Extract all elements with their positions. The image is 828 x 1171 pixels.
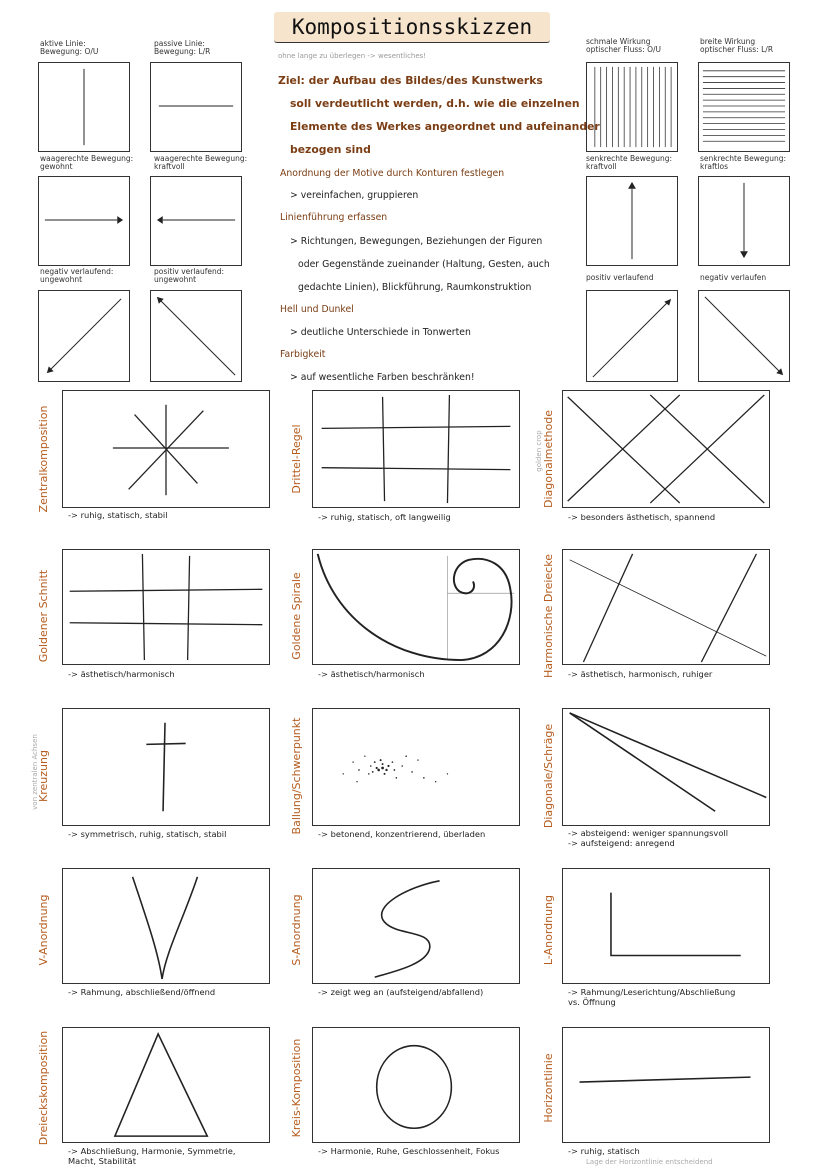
sketch-harmonische-dreiecke (562, 549, 770, 665)
label-positiv-verlaufend: positiv verlaufend: ungewohnt (154, 267, 225, 284)
bullet-farbigkeit: Farbigkeit (280, 349, 326, 360)
sketch-ballung (312, 708, 520, 826)
label-senkrecht-kraftlos: senkrechte Bewegung: kraftlos (700, 154, 787, 171)
caption-l-anordnung: -> Rahmung/Leserichtung/Abschließung vs. Öffnung (568, 987, 736, 1007)
note-golden-crop: golden crop (535, 430, 543, 472)
page-title: Kompositionsskizzen (274, 12, 550, 43)
note-horizontlinie: Lage der Horizontlinie entscheidend (586, 1158, 713, 1166)
sketch-v-anordnung (62, 868, 270, 984)
sketch-negativ-verlaufen-r (698, 290, 790, 382)
caption-dreieckskomposition: -> Abschließung, Harmonie, Symmetrie, Macht, Stabilität (68, 1146, 236, 1166)
caption-kreuzung: -> symmetrisch, ruhig, statisch, stabil (68, 829, 227, 839)
sketch-waagerecht-kraftvoll (150, 176, 242, 266)
caption-harmonische-dreiecke: -> ästhetisch, harmonisch, ruhiger (568, 669, 713, 679)
label-senkrecht-kraftvoll: senkrechte Bewegung: kraftvoll (586, 154, 673, 171)
sketch-goldene-spirale (312, 549, 520, 665)
sketch-dreieckskomposition (62, 1027, 270, 1143)
label-aktive-linie: aktive Linie: Bewegung: O/U (40, 39, 99, 56)
bullet-hell-dunkel: Hell und Dunkel (280, 304, 354, 315)
sketch-negativ-verlaufend (38, 290, 130, 382)
caption-horizontlinie: -> ruhig, statisch (568, 1146, 640, 1156)
caption-goldener-schnitt: -> ästhetisch/harmonisch (68, 669, 175, 679)
bullet-linienfuehrung-sub3: gedachte Linien), Blickführung, Raumkonstruktion (298, 282, 532, 293)
sketch-waagerecht-gewohnt (38, 176, 130, 266)
caption-zentralkomposition: -> ruhig, statisch, stabil (68, 510, 168, 520)
caption-v-anordnung: -> Rahmung, abschließend/öffnend (68, 987, 216, 997)
label-negativ-verlaufend: negativ verlaufend: ungewohnt (40, 267, 114, 284)
caption-diagonale-schraege: -> absteigend: weniger spannungsvoll -> aufsteigend: anregend (568, 828, 729, 848)
sketch-passive-linie (150, 62, 242, 152)
label-v-anordnung: V-Anordnung (37, 894, 50, 966)
caption-s-anordnung: -> zeigt weg an (aufsteigend/abfallend) (318, 987, 484, 997)
label-waagerecht-kraftvoll: waagerechte Bewegung: kraftvoll (154, 154, 248, 171)
label-l-anordnung: L-Anordnung (542, 894, 555, 966)
sketch-drittel-regel (312, 390, 520, 508)
bullet-linienfuehrung-sub2: oder Gegenstände zueinander (Haltung, Gesten, auch (298, 259, 550, 270)
label-drittel-regel: Drittel-Regel (290, 424, 303, 494)
caption-ballung: -> betonend, konzentrierend, überladen (318, 829, 486, 839)
label-breite-wirkung: breite Wirkung optischer Fluss: L/R (700, 37, 774, 54)
goal-line-1: Ziel: der Aufbau des Bildes/des Kunstwerks (278, 74, 543, 87)
intro-hint: ohne lange zu überlegen -> wesentliches! (278, 52, 427, 60)
sketch-goldener-schnitt (62, 549, 270, 665)
bullet-farbigkeit-sub: > auf wesentliche Farben beschränken! (290, 372, 475, 383)
sketch-l-anordnung (562, 868, 770, 984)
caption-goldene-spirale: -> ästhetisch/harmonisch (318, 669, 425, 679)
sketch-kreis-komposition (312, 1027, 520, 1143)
sketch-senkrecht-kraftlos (698, 176, 790, 266)
label-horizontlinie: Horizontlinie (542, 1053, 555, 1123)
caption-diagonalmethode: -> besonders ästhetisch, spannend (568, 512, 716, 522)
sketch-diagonale-schraege (562, 708, 770, 826)
label-ballung-schwerpunkt: Ballung/Schwerpunkt (290, 717, 303, 835)
sketch-zentralkomposition (62, 390, 270, 508)
label-zentralkomposition: Zentralkomposition (37, 405, 50, 513)
bullet-anordnung: Anordnung der Motive durch Konturen festlegen (280, 168, 505, 179)
label-positiv-verlaufend-r: positiv verlaufend (586, 273, 654, 282)
sketch-horizontlinie (562, 1027, 770, 1143)
label-kreuzung: Kreuzung (37, 750, 50, 802)
note-zentralen-achsen: von zentralen Achsen (31, 734, 39, 810)
caption-kreis-komposition: -> Harmonie, Ruhe, Geschlossenheit, Fokus (318, 1146, 500, 1156)
sketch-positiv-verlaufend-r (586, 290, 678, 382)
sketch-aktive-linie (38, 62, 130, 152)
sketch-diagonalmethode (562, 390, 770, 508)
label-kreis-komposition: Kreis-Komposition (290, 1038, 303, 1138)
label-passive-linie: passive Linie: Bewegung: L/R (154, 39, 211, 56)
label-goldener-schnitt: Goldener Schnitt (37, 569, 50, 663)
sketch-senkrecht-kraftvoll (586, 176, 678, 266)
label-goldene-spirale: Goldene Spirale (290, 572, 303, 660)
label-dreieckskomposition: Dreieckskomposition (37, 1030, 50, 1146)
label-s-anordnung: S-Anordnung (290, 894, 303, 966)
bullet-hell-dunkel-sub: > deutliche Unterschiede in Tonwerten (290, 327, 471, 338)
sketch-breite-wirkung (698, 62, 790, 152)
caption-drittel-regel: -> ruhig, statisch, oft langweilig (318, 512, 451, 522)
label-diagonalmethode: Diagonalmethode (542, 410, 555, 508)
label-harmonische-dreiecke: Harmonische Dreiecke (542, 554, 555, 678)
sketch-positiv-verlaufend (150, 290, 242, 382)
label-diagonale-schraege: Diagonale/Schräge (542, 723, 555, 829)
sketch-kreuzung (62, 708, 270, 826)
label-waagerecht-gewohnt: waagerechte Bewegung: gewohnt (40, 154, 134, 171)
goal-line-4: bezogen sind (290, 143, 371, 156)
sketch-s-anordnung (312, 868, 520, 984)
goal-line-2: soll verdeutlicht werden, d.h. wie die einzelnen (290, 97, 580, 110)
goal-line-3: Elemente des Werkes angeordnet und aufeinander (290, 120, 600, 133)
bullet-anordnung-sub: > vereinfachen, gruppieren (290, 190, 419, 201)
sketch-schmale-wirkung (586, 62, 678, 152)
bullet-linienfuehrung: Linienführung erfassen (280, 212, 388, 223)
label-schmale-wirkung: schmale Wirkung optischer Fluss: O/U (586, 37, 662, 54)
label-negativ-verlaufen-r: negativ verlaufen (700, 273, 767, 282)
bullet-linienfuehrung-sub1: > Richtungen, Bewegungen, Beziehungen der Figuren (290, 236, 543, 247)
